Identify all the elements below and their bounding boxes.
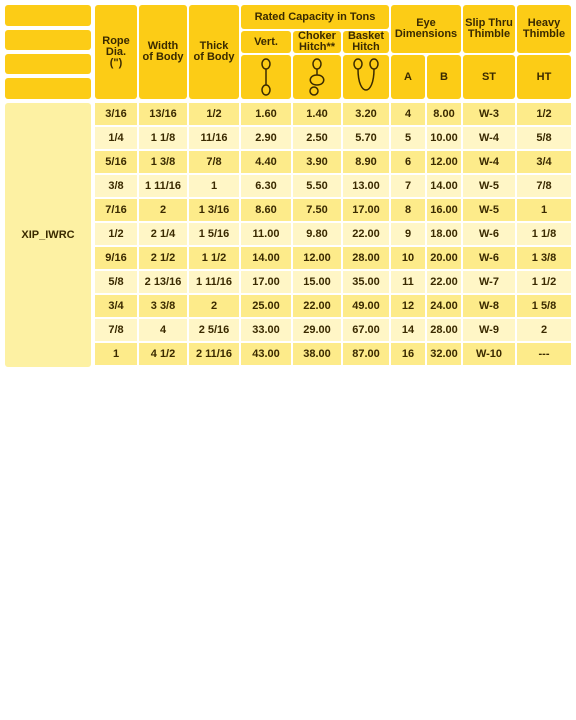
cell-width-of-body: 2: [139, 199, 187, 221]
cell-thick-of-body: 11/16: [189, 127, 239, 149]
cell-rope-dia: 1/4: [95, 127, 137, 149]
basket-hitch-icon: [351, 57, 381, 97]
cell-eye-a: 8: [391, 199, 425, 221]
cell-rope-dia: 7/8: [95, 319, 137, 341]
cell-heavy-thimble: 1/2: [517, 103, 571, 125]
cell-choker: 29.00: [293, 319, 341, 341]
cell-eye-b: 14.00: [427, 175, 461, 197]
cell-thick-of-body: 1/2: [189, 103, 239, 125]
cell-rope-dia: 3/8: [95, 175, 137, 197]
cell-slip-thimble: W-4: [463, 127, 515, 149]
cell-thick-of-body: 1: [189, 175, 239, 197]
cell-choker: 1.40: [293, 103, 341, 125]
cell-eye-b: 32.00: [427, 343, 461, 365]
cell-rope-dia: 7/16: [95, 199, 137, 221]
cell-choker: 12.00: [293, 247, 341, 269]
header-basket-hitch: Basket Hitch: [343, 31, 389, 53]
cell-width-of-body: 13/16: [139, 103, 187, 125]
cell-heavy-thimble: 1 1/8: [517, 223, 571, 245]
cell-heavy-thimble: 1 5/8: [517, 295, 571, 317]
cell-thick-of-body: 7/8: [189, 151, 239, 173]
choker-icon-cell: [293, 55, 341, 99]
cell-eye-a: 14: [391, 319, 425, 341]
header-width-of-body: Width of Body: [139, 5, 187, 99]
cell-choker: 22.00: [293, 295, 341, 317]
cell-eye-a: 6: [391, 151, 425, 173]
cell-heavy-thimble: 2: [517, 319, 571, 341]
cell-eye-a: 11: [391, 271, 425, 293]
cell-eye-b: 22.00: [427, 271, 461, 293]
cell-eye-a: 9: [391, 223, 425, 245]
header-eye-b: B: [427, 55, 461, 99]
cell-basket: 13.00: [343, 175, 389, 197]
vert-icon-cell: [241, 55, 291, 99]
cell-basket: 35.00: [343, 271, 389, 293]
cell-rope-dia: 3/16: [95, 103, 137, 125]
cell-vert: 17.00: [241, 271, 291, 293]
cell-eye-a: 10: [391, 247, 425, 269]
cell-thick-of-body: 2 11/16: [189, 343, 239, 365]
cell-slip-thimble: W-6: [463, 223, 515, 245]
type-label: XIP_IWRC: [5, 103, 91, 367]
cell-eye-a: 5: [391, 127, 425, 149]
cell-width-of-body: 4 1/2: [139, 343, 187, 365]
cell-vert: 6.30: [241, 175, 291, 197]
cell-eye-a: 7: [391, 175, 425, 197]
cell-slip-thimble: W-6: [463, 247, 515, 269]
cell-vert: 4.40: [241, 151, 291, 173]
cell-slip-thimble: W-4: [463, 151, 515, 173]
cell-eye-a: 4: [391, 103, 425, 125]
cell-heavy-thimble: 5/8: [517, 127, 571, 149]
cell-choker: 7.50: [293, 199, 341, 221]
header-slip-abbr: ST: [463, 55, 515, 99]
header-rated-capacity: Rated Capacity in Tons: [241, 5, 389, 29]
cell-vert: 11.00: [241, 223, 291, 245]
cell-heavy-thimble: 1: [517, 199, 571, 221]
cell-width-of-body: 1 11/16: [139, 175, 187, 197]
cell-eye-a: 12: [391, 295, 425, 317]
header-vert: Vert.: [241, 31, 291, 53]
cell-vert: 2.90: [241, 127, 291, 149]
cell-vert: 14.00: [241, 247, 291, 269]
cell-basket: 3.20: [343, 103, 389, 125]
header-choker-hitch: Choker Hitch**: [293, 31, 341, 53]
cell-eye-a: 16: [391, 343, 425, 365]
cell-choker: 38.00: [293, 343, 341, 365]
cell-width-of-body: 2 13/16: [139, 271, 187, 293]
choker-hitch-icon: [304, 57, 330, 97]
cell-slip-thimble: W-7: [463, 271, 515, 293]
cell-heavy-thimble: 1 1/2: [517, 271, 571, 293]
basket-icon-cell: [343, 55, 389, 99]
cell-slip-thimble: W-5: [463, 199, 515, 221]
cell-thick-of-body: 1 5/16: [189, 223, 239, 245]
cell-vert: 33.00: [241, 319, 291, 341]
cell-eye-b: 16.00: [427, 199, 461, 221]
cell-choker: 9.80: [293, 223, 341, 245]
cell-vert: 25.00: [241, 295, 291, 317]
cell-rope-dia: 5/8: [95, 271, 137, 293]
header-side-block: [5, 5, 91, 26]
cell-rope-dia: 1/2: [95, 223, 137, 245]
header-heavy-abbr: HT: [517, 55, 571, 99]
cell-vert: 1.60: [241, 103, 291, 125]
cell-basket: 8.90: [343, 151, 389, 173]
cell-rope-dia: 1: [95, 343, 137, 365]
header-heavy-thimble: Heavy Thimble: [517, 5, 571, 53]
cell-choker: 5.50: [293, 175, 341, 197]
cell-eye-b: 28.00: [427, 319, 461, 341]
cell-rope-dia: 3/4: [95, 295, 137, 317]
header-side-block: [5, 54, 91, 74]
header-eye-dimensions: Eye Dimensions: [391, 5, 461, 53]
cell-width-of-body: 2 1/2: [139, 247, 187, 269]
cell-basket: 22.00: [343, 223, 389, 245]
cell-eye-b: 10.00: [427, 127, 461, 149]
cell-choker: 3.90: [293, 151, 341, 173]
cell-eye-b: 24.00: [427, 295, 461, 317]
cell-vert: 43.00: [241, 343, 291, 365]
cell-heavy-thimble: 7/8: [517, 175, 571, 197]
cell-thick-of-body: 2: [189, 295, 239, 317]
header-thick-of-body: Thick of Body: [189, 5, 239, 99]
cell-width-of-body: 3 3/8: [139, 295, 187, 317]
header-eye-a: A: [391, 55, 425, 99]
cell-vert: 8.60: [241, 199, 291, 221]
cell-basket: 67.00: [343, 319, 389, 341]
cell-eye-b: 20.00: [427, 247, 461, 269]
header-side-block: [5, 30, 91, 50]
cell-rope-dia: 5/16: [95, 151, 137, 173]
cell-thick-of-body: 2 5/16: [189, 319, 239, 341]
cell-basket: 49.00: [343, 295, 389, 317]
cell-thick-of-body: 1 1/2: [189, 247, 239, 269]
cell-heavy-thimble: 1 3/8: [517, 247, 571, 269]
cell-width-of-body: 2 1/4: [139, 223, 187, 245]
cell-slip-thimble: W-8: [463, 295, 515, 317]
cell-rope-dia: 9/16: [95, 247, 137, 269]
cell-heavy-thimble: 3/4: [517, 151, 571, 173]
cell-eye-b: 12.00: [427, 151, 461, 173]
cell-basket: 17.00: [343, 199, 389, 221]
cell-eye-b: 18.00: [427, 223, 461, 245]
cell-choker: 15.00: [293, 271, 341, 293]
header-rope-dia: Rope Dia. ("): [95, 5, 137, 99]
vertical-sling-icon: [256, 57, 276, 97]
cell-thick-of-body: 1 11/16: [189, 271, 239, 293]
header-side-block: [5, 78, 91, 99]
cell-slip-thimble: W-10: [463, 343, 515, 365]
cell-width-of-body: 4: [139, 319, 187, 341]
cell-heavy-thimble: ---: [517, 343, 571, 365]
cell-eye-b: 8.00: [427, 103, 461, 125]
cell-basket: 87.00: [343, 343, 389, 365]
cell-thick-of-body: 1 3/16: [189, 199, 239, 221]
cell-slip-thimble: W-5: [463, 175, 515, 197]
cell-basket: 28.00: [343, 247, 389, 269]
cell-width-of-body: 1 1/8: [139, 127, 187, 149]
cell-slip-thimble: W-3: [463, 103, 515, 125]
cell-slip-thimble: W-9: [463, 319, 515, 341]
header-slip-thru-thimble: Slip Thru Thimble: [463, 5, 515, 53]
cell-width-of-body: 1 3/8: [139, 151, 187, 173]
cell-basket: 5.70: [343, 127, 389, 149]
cell-choker: 2.50: [293, 127, 341, 149]
